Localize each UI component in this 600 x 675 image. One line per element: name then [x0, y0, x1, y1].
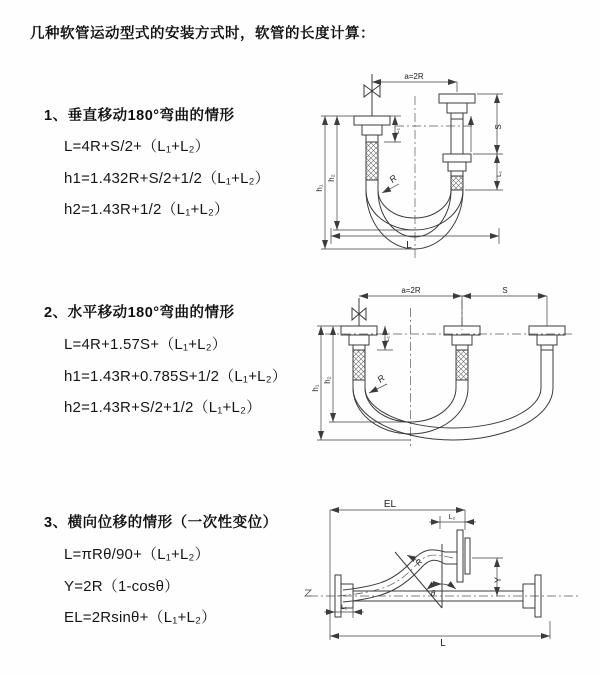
section-2-formula-h1: h1=1.43R+0.785S+1/2（L₁+L₂）	[64, 368, 287, 385]
dim-label-l1-left: L₁	[394, 128, 401, 134]
angle-label-theta: θ	[430, 589, 436, 598]
dim-label-l1: L₁	[341, 604, 347, 611]
dim-label-radius: R	[387, 172, 399, 185]
dimension-lines	[305, 510, 550, 640]
dim-label-y: Y	[493, 576, 503, 584]
dim-label-length: L	[440, 638, 446, 648]
hose-drawing	[354, 74, 475, 249]
break-mark	[305, 590, 311, 596]
dim-label-h1: h₁	[315, 184, 324, 192]
dim-label-s: S	[494, 124, 503, 130]
dim-label-length: L	[406, 240, 412, 251]
section-3-formula-y: Y=2R（1-cosθ）	[64, 578, 180, 595]
section-1-heading: 1、垂直移动180°弯曲的情形	[44, 108, 235, 124]
section-1-formula-l: L=4R+S/2+（L₁+L₂）	[64, 138, 210, 155]
dim-label-l1: L₁	[384, 336, 391, 342]
section-3-formula-l: L=πRθ/90+（L₁+L₂）	[64, 546, 210, 563]
dim-label-s: S	[502, 286, 508, 295]
dim-label-h2: h₂	[323, 376, 332, 384]
dimension-lines	[321, 82, 503, 249]
diagram-lateral-displacement	[295, 496, 595, 648]
dim-label-el: EL	[383, 499, 397, 510]
section-3-heading: 3、横向位移的情形（一次性变位）	[44, 515, 278, 531]
section-2-formula-l: L=4R+1.57S+（L₁+L₂）	[64, 336, 227, 353]
section-2-formula-h2: h2=1.43R+S/2+1/2（L₁+L₂）	[64, 399, 262, 416]
section-1-formula-h2: h2=1.43R+1/2（L₁+L₂）	[64, 201, 230, 218]
section-3-formula-el: EL=2Rsinθ+（L₁+L₂）	[64, 609, 217, 626]
diagram-horizontal-180-bend	[311, 284, 593, 452]
diagram-vertical-180-bend	[311, 68, 593, 264]
dim-label-radius: R	[413, 557, 425, 568]
dim-label-h2: h₂	[327, 174, 336, 182]
page-title: 几种软管运动型式的安装方式时，软管的长度计算：	[30, 26, 375, 42]
dim-label-h1: h₁	[311, 384, 320, 392]
dim-label-radius: R	[375, 372, 387, 385]
dim-label-a2r: a=2R	[404, 72, 424, 81]
dim-label-a2r: a=2R	[401, 286, 421, 295]
section-1-formula-h1: h1=1.432R+S/2+1/2（L₁+L₂）	[64, 170, 270, 187]
centerlines	[309, 555, 581, 596]
hose-drawing	[335, 530, 541, 617]
dim-label-l1-right: L₁	[496, 171, 503, 177]
hose-drawing	[341, 298, 565, 440]
section-2-heading: 2、水平移动180°弯曲的情形	[44, 305, 235, 321]
dim-label-l2: L₂	[448, 514, 456, 521]
